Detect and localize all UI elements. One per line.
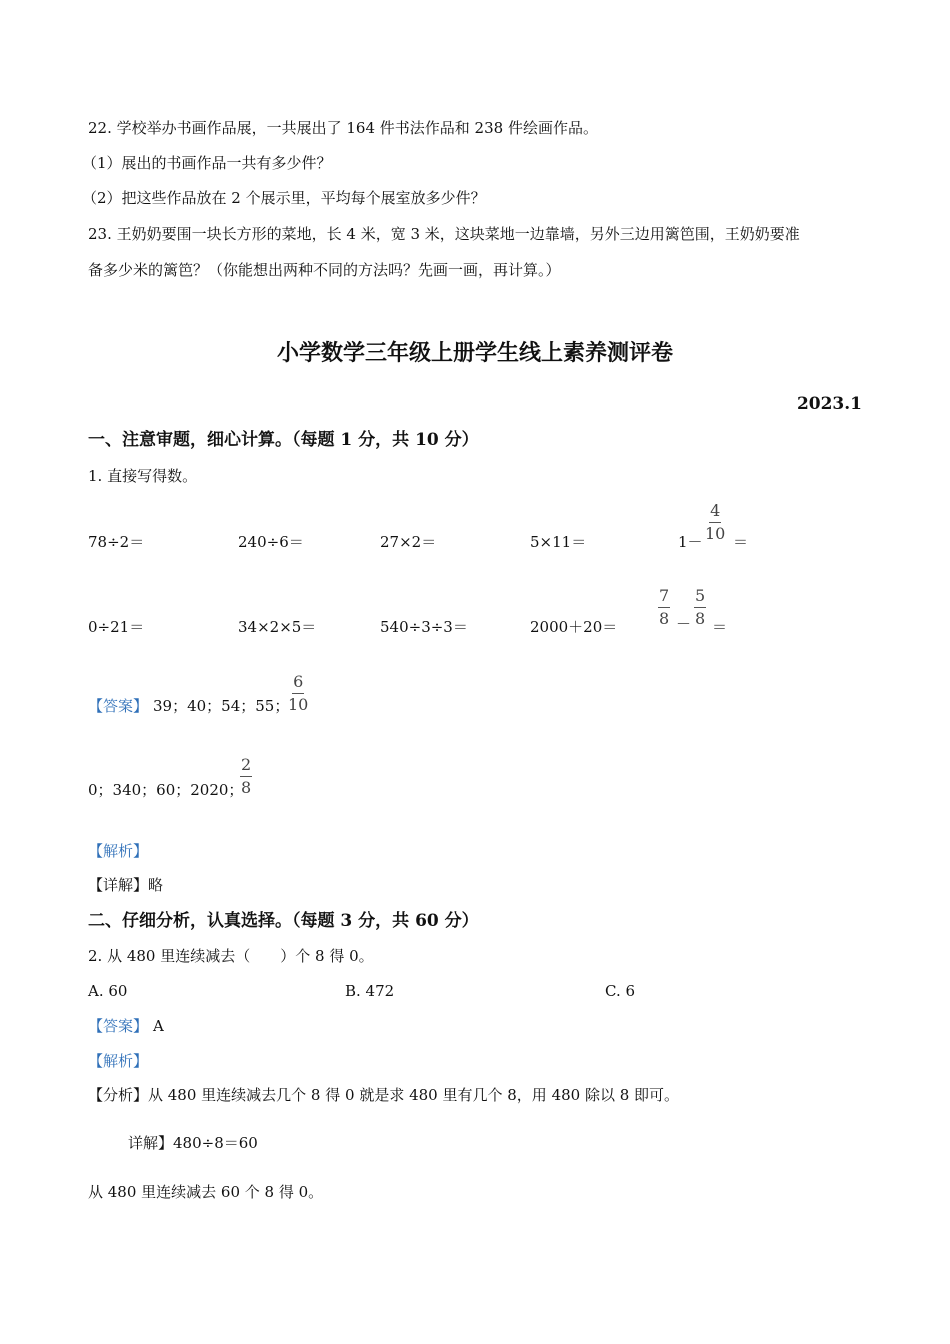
option-b: B. 472: [345, 982, 395, 1000]
calc-10-equals: ＝: [712, 618, 728, 636]
conclusion-text: 从 480 里连续减去 60 个 8 得 0。: [88, 1183, 324, 1201]
answer-fraction-2: [240, 757, 252, 796]
calc-6: 0÷21＝: [88, 618, 145, 636]
answer-2: A: [153, 1017, 164, 1035]
analysis-tag-2: 【解析】: [88, 1052, 149, 1070]
option-a: A. 60: [88, 982, 128, 1000]
calc-2: 240÷6＝: [238, 533, 304, 551]
section-1-heading: 一、注意审题，细心计算。（每题 1 分，共 10 分）: [88, 430, 479, 450]
analysis-tag: 【解析】: [88, 842, 149, 860]
detail-text-2: 详解】480÷8＝60: [128, 1134, 258, 1152]
option-c: C. 6: [605, 982, 636, 1000]
fraction-numerator: 7: [658, 588, 670, 608]
question-23-line-2: 备多少米的篱笆？（你能想出两种不同的方法吗？先画一画，再计算。）: [88, 261, 561, 279]
answer-tag-2: 【答案】: [88, 1017, 149, 1035]
calc-7: 34×2×5＝: [238, 618, 317, 636]
exam-title: 小学数学三年级上册学生线上素养测评卷: [276, 341, 673, 366]
question-22: 22. 学校举办书画作品展，一共展出了 164 件书法作品和 238 件绘画作品。: [88, 119, 598, 137]
calc-1: 78÷2＝: [88, 533, 145, 551]
calc-10-fraction-a: [658, 588, 670, 627]
answer-line-2: 0；340；60；2020；: [88, 781, 244, 799]
fraction-numerator: 2: [240, 757, 252, 777]
question-22-part-1: （1）展出的书画作品一共有多少件？: [82, 154, 332, 172]
analysis-text: 【分析】从 480 里连续减去几个 8 得 0 就是求 480 里有几个 8，用 480 除以 8 即可。: [88, 1086, 680, 1104]
calc-4: 5×11＝: [530, 533, 587, 551]
answer-fraction-1: [288, 674, 308, 713]
section-2-heading: 二、仔细分析，认真选择。（每题 3 分，共 60 分）: [88, 911, 479, 931]
fraction-denominator: 10: [288, 695, 309, 714]
question-2: 2. 从 480 里连续减去（ ）个 8 得 0。: [88, 947, 374, 965]
question-23-line-1: 23. 王奶奶要围一块长方形的菜地，长 4 米，宽 3 米，这块菜地一边靠墙，另外三边用篱笆围，王奶奶要准: [88, 225, 800, 243]
fraction-numerator: 5: [694, 588, 706, 608]
fraction-denominator: 10: [705, 524, 726, 543]
question-22-part-2: （2）把这些作品放在 2 个展示里，平均每个展室放多少件？: [82, 189, 486, 207]
calc-8: 540÷3÷3＝: [380, 618, 468, 636]
fraction-denominator: 8: [241, 778, 252, 797]
answer-line-1: 39；40；54；55；: [153, 697, 290, 715]
fraction-denominator: 8: [659, 609, 670, 628]
fraction-denominator: 8: [695, 609, 706, 628]
calc-5-equals: ＝: [733, 533, 749, 551]
fraction-numerator: 4: [709, 503, 721, 523]
calc-3: 27×2＝: [380, 533, 437, 551]
calc-5-fraction: [705, 503, 725, 542]
answer-tag: 【答案】: [88, 697, 149, 715]
detail-text: 【详解】略: [88, 876, 164, 894]
fraction-numerator: 6: [292, 674, 304, 694]
calc-10-operator: －: [676, 615, 692, 633]
exam-date: 2023.1: [796, 394, 862, 414]
question-1: 1. 直接写得数。: [88, 467, 198, 485]
calc-9: 2000＋20＝: [530, 618, 618, 636]
calc-10-fraction-b: [694, 588, 706, 627]
calc-5-prefix: 1－: [678, 533, 703, 551]
